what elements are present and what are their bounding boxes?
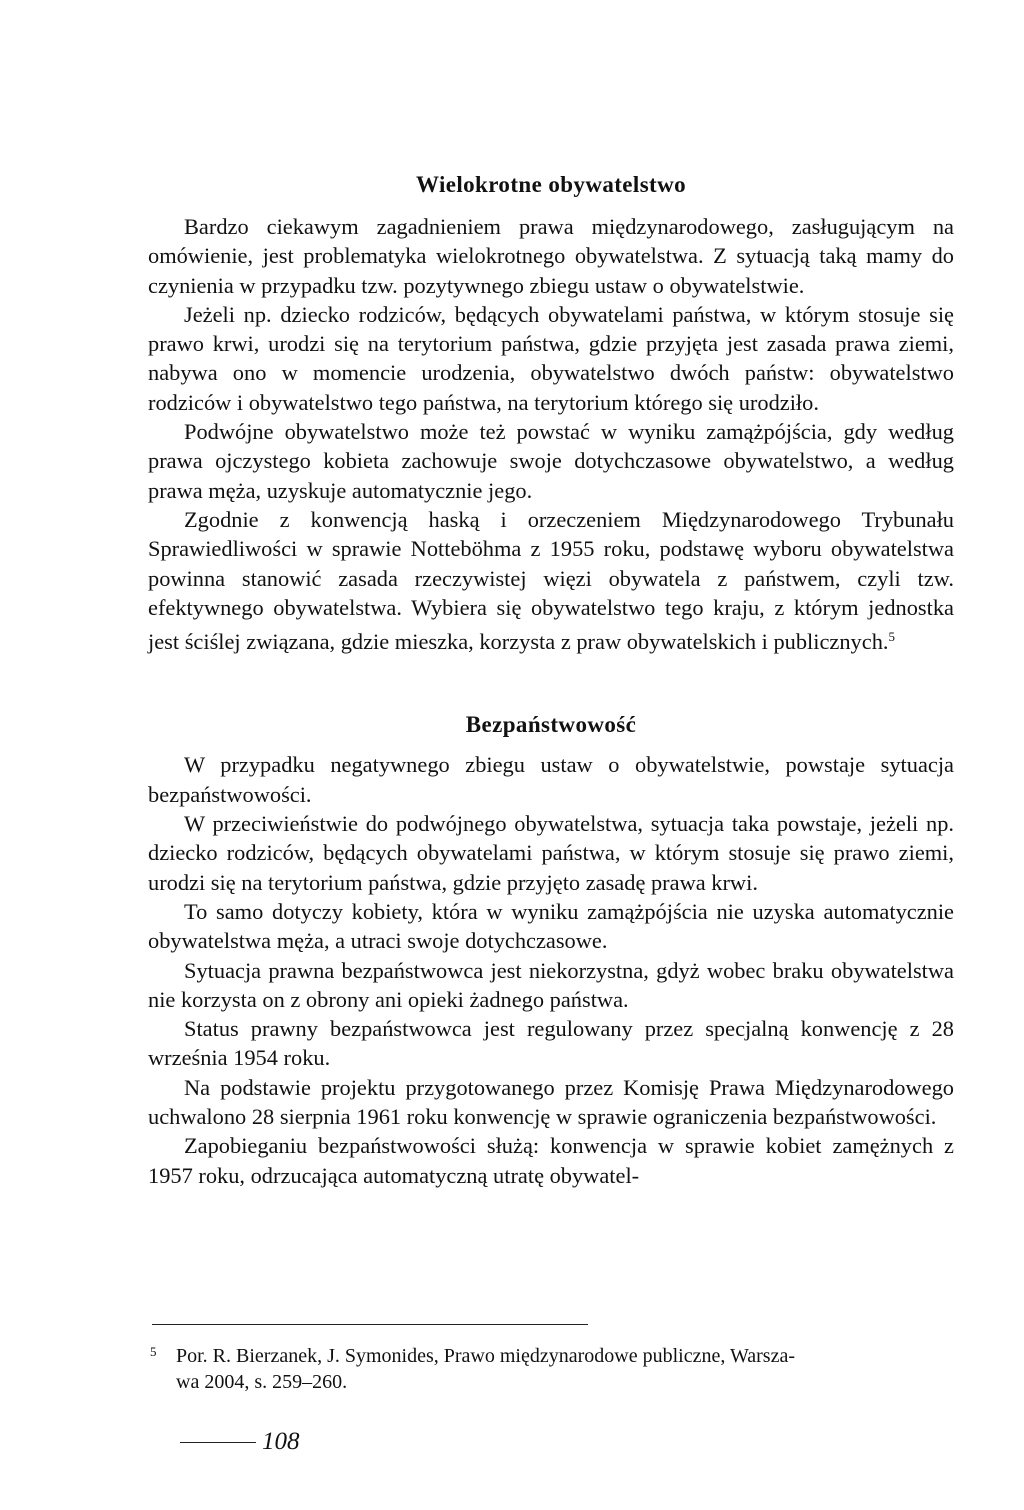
paragraph: To samo dotyczy kobiety, która w wyniku zamążpójścia nie uzyska automatycznie obywatelstwa męża, a utraci swoje dotychczasowe. [148, 898, 954, 954]
paragraph: Jeżeli np. dziecko rodziców, będących obywatelami państwa, w którym stosuje się prawo krwi, urodzi się na terytorium państwa, gdzie przyjęta jest zasada prawa ziemi, nabywa ono w momencie urodzenia, obywatelstwo dwóch państw: obywatelstwo rodziców i obywatelstwo tego państwa, na terytorium którego się urodziło. [148, 301, 954, 415]
footnote-separator [152, 1324, 588, 1325]
footnote-line-2: wa 2004, s. 259–260. [176, 1371, 348, 1393]
paragraph-text: Zgodnie z konwencją haską i orzeczeniem Międzynarodowego Trybunału Sprawiedliwości w sprawie Notteböhma z 1955 roku, podstawę wyboru obywatelstwa powinna stanowić zasada rzeczywistej więzi obywatela z państwem, czyli tzw. efektywnego obywatelstwa. Wybiera się obywatelstwo tego kraju, z którym jednostka jest ściślej związana, gdzie mieszka, korzysta z praw obywatelskich i publicznych. [148, 506, 954, 655]
footnote-mark: 5 [150, 1344, 157, 1359]
paragraph: Zapobieganiu bezpaństwowości służą: konwencja w sprawie kobiet zamężnych z 1957 roku, odrzucająca automatyczną utratę obywatel- [148, 1133, 954, 1188]
paragraph: W przypadku negatywnego zbiegu ustaw o obywatelstwie, powstaje sytuacja bezpaństwowości. [148, 752, 954, 807]
section-title-wielokrotne-obywatelstwo: Wielokrotne obywatelstwo [415, 172, 687, 197]
footnote-reference: 5 [888, 629, 895, 645]
page-number: 108 [262, 1428, 300, 1455]
paragraph: Bardzo ciekawym zagadnieniem prawa międzynarodowego, zasługującym na omówienie, jest problematyka wielokrotnego obywatelstwa. Z sytuacją taką mamy do czynienia w przypadku tzw. pozytywnego zbiegu ustaw o obywatelstwie. [148, 214, 954, 298]
paragraph: W przeciwieństwie do podwójnego obywatelstwa, sytuacja taka powstaje, jeżeli np. dziecko rodziców, będących obywatelami państwa, w którym stosuje się prawo ziemi, urodzi się na terytorium państwa, gdzie przyjęto zasadę prawa krwi. [148, 811, 954, 895]
paragraph: Na podstawie projektu przygotowanego przez Komisję Prawa Międzynarodowego uchwalono 28 sierpnia 1961 roku konwencję w sprawie ograniczenia bezpaństwowości. [148, 1074, 954, 1130]
page-number-area [180, 1427, 300, 1457]
paragraph-with-footnote [148, 505, 954, 656]
section-title-bezpanstwowosc: Bezpaństwowość [465, 712, 637, 738]
paragraph: Sytuacja prawna bezpaństwowca jest niekorzystna, gdyż wobec braku obywatelstwa nie korzysta on z obrony ani opieki żadnego państwa. [148, 957, 954, 1012]
page-number-rule [180, 1442, 256, 1443]
paragraph: Status prawny bezpaństwowca jest regulowany przez specjalną konwencję z 28 września 1954 roku. [148, 1016, 954, 1071]
footnote-line-1: Por. R. Bierzanek, J. Symonides, Prawo międzynarodowe publiczne, Warsza- [176, 1345, 795, 1367]
paragraph: Podwójne obywatelstwo może też powstać w wyniku zamążpójścia, gdy według prawa ojczystego kobieta zachowuje swoje dotychczasowe obywatelstwo, a według prawa męża, uzyskuje automatycznie jego. [148, 419, 954, 503]
footnote [148, 1339, 954, 1395]
page-body [148, 168, 954, 1190]
